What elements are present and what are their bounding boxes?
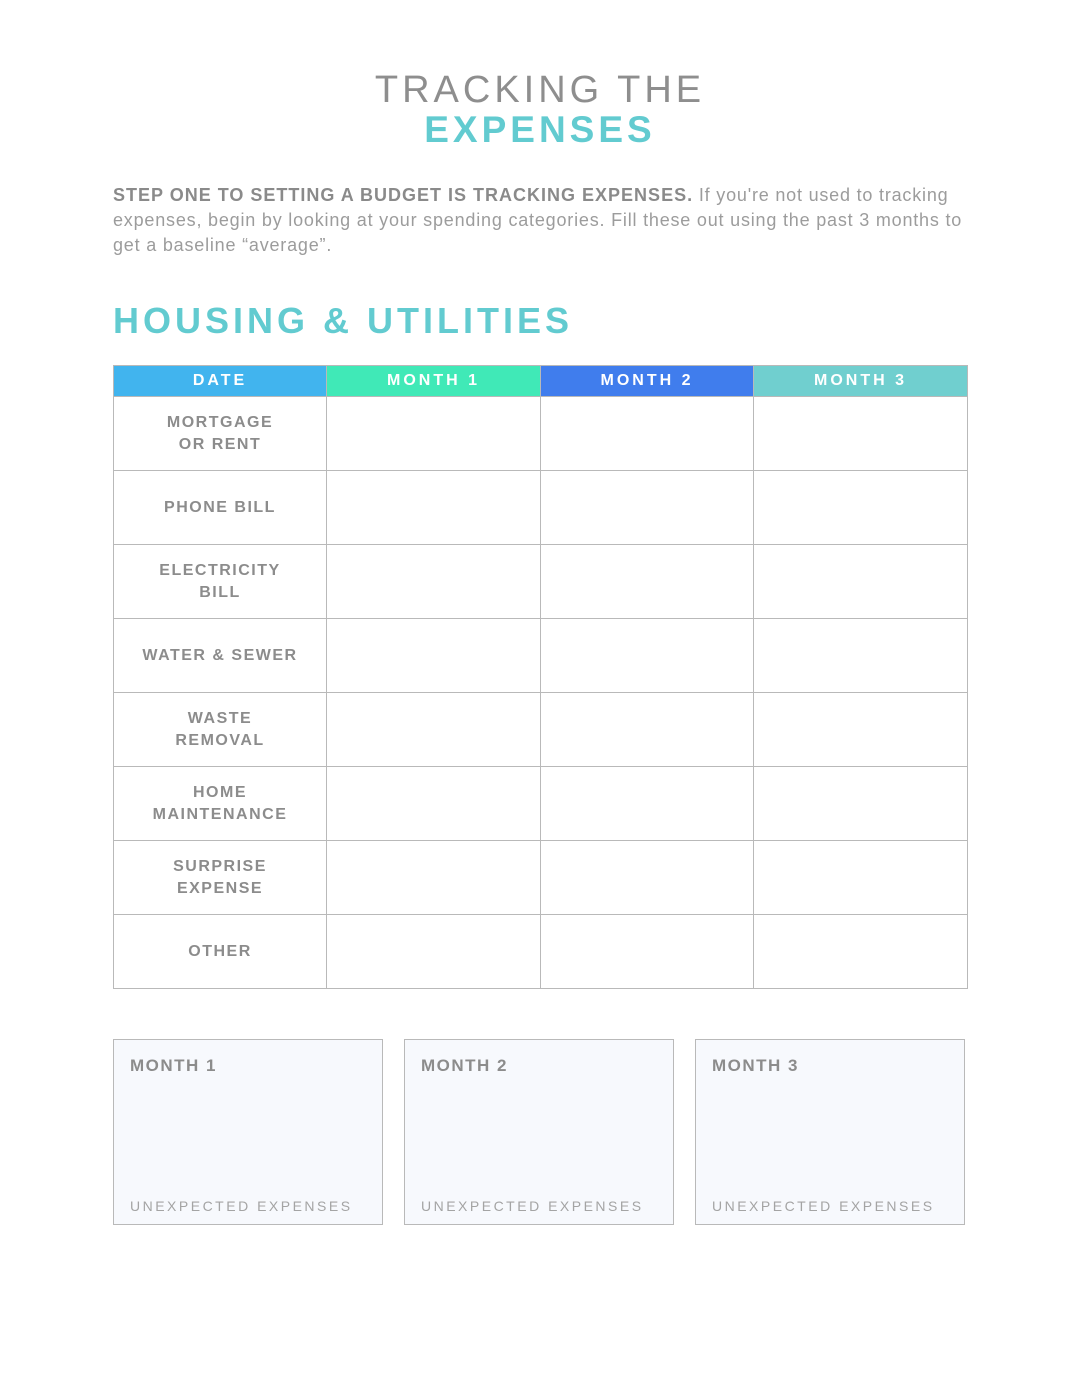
title-line-1: TRACKING THE — [374, 69, 706, 111]
row-label-line: HOME — [193, 783, 247, 801]
row-label-line: BILL — [199, 583, 241, 601]
summary-box-footer: UNEXPECTED EXPENSES — [130, 1198, 353, 1214]
row-label-line: ELECTRICITY — [159, 561, 281, 579]
entry-cell-month-2[interactable] — [541, 619, 754, 693]
entry-cell-month-3[interactable] — [754, 767, 968, 841]
summary-box-month-2[interactable] — [404, 1039, 674, 1225]
page-title — [0, 70, 1080, 150]
row-label-line: WATER & SEWER — [142, 646, 298, 664]
table-row — [114, 915, 968, 989]
row-label-line: WASTE — [187, 709, 253, 727]
entry-cell-month-3[interactable] — [754, 471, 968, 545]
row-label — [114, 619, 327, 693]
row-label — [114, 915, 327, 989]
entry-cell-month-2[interactable] — [541, 471, 754, 545]
entry-cell-month-2[interactable] — [541, 841, 754, 915]
title-line-2: EXPENSES — [424, 109, 656, 150]
entry-cell-month-2[interactable] — [541, 693, 754, 767]
entry-cell-month-2[interactable] — [541, 397, 754, 471]
table-row — [114, 619, 968, 693]
table-row — [114, 693, 968, 767]
entry-cell-month-1[interactable] — [327, 767, 541, 841]
col-header-date: DATE — [114, 366, 327, 397]
summary-box-title: MONTH 1 — [130, 1056, 217, 1075]
entry-cell-month-1[interactable] — [327, 915, 541, 989]
row-label-line: OR RENT — [178, 435, 262, 453]
entry-cell-month-1[interactable] — [327, 471, 541, 545]
intro-rest: If you're not used to tracking expenses, begin by looking at your spending categories. Fill these out using the past 3 months to get a baseline “average”. — [113, 185, 963, 255]
row-label — [114, 767, 327, 841]
intro-bold: STEP ONE TO SETTING A BUDGET IS TRACKING EXPENSES. — [113, 185, 694, 205]
entry-cell-month-3[interactable] — [754, 841, 968, 915]
summary-box-footer: UNEXPECTED EXPENSES — [421, 1198, 644, 1214]
entry-cell-month-1[interactable] — [327, 841, 541, 915]
summary-box-title: MONTH 3 — [712, 1056, 799, 1075]
row-label-line: REMOVAL — [175, 731, 265, 749]
row-label-line: MORTGAGE — [166, 413, 274, 431]
row-label — [114, 397, 327, 471]
row-label-line: MAINTENANCE — [152, 805, 288, 823]
entry-cell-month-2[interactable] — [541, 545, 754, 619]
summary-box-title: MONTH 2 — [421, 1056, 508, 1075]
summary-box-footer: UNEXPECTED EXPENSES — [712, 1198, 935, 1214]
expense-table — [113, 365, 968, 989]
row-label — [114, 545, 327, 619]
summary-boxes — [113, 1039, 967, 1227]
entry-cell-month-1[interactable] — [327, 397, 541, 471]
col-header-month-2: MONTH 2 — [541, 366, 754, 397]
table-header-row — [114, 366, 968, 397]
row-label — [114, 471, 327, 545]
row-label-line: OTHER — [188, 942, 252, 960]
section-title: HOUSING & UTILITIES — [113, 300, 574, 341]
entry-cell-month-3[interactable] — [754, 545, 968, 619]
row-label — [114, 841, 327, 915]
entry-cell-month-3[interactable] — [754, 397, 968, 471]
summary-box-month-3[interactable] — [695, 1039, 965, 1225]
entry-cell-month-3[interactable] — [754, 693, 968, 767]
col-header-month-1: MONTH 1 — [327, 366, 541, 397]
entry-cell-month-3[interactable] — [754, 915, 968, 989]
entry-cell-month-2[interactable] — [541, 767, 754, 841]
entry-cell-month-1[interactable] — [327, 545, 541, 619]
entry-cell-month-2[interactable] — [541, 915, 754, 989]
row-label-line: EXPENSE — [176, 879, 264, 897]
table-row — [114, 471, 968, 545]
summary-box-month-1[interactable] — [113, 1039, 383, 1225]
col-header-month-3: MONTH 3 — [754, 366, 968, 397]
table-row — [114, 397, 968, 471]
table-row — [114, 841, 968, 915]
entry-cell-month-3[interactable] — [754, 619, 968, 693]
entry-cell-month-1[interactable] — [327, 619, 541, 693]
row-label — [114, 693, 327, 767]
row-label-line: SURPRISE — [173, 857, 267, 875]
intro-paragraph — [113, 183, 973, 258]
table-row — [114, 545, 968, 619]
row-label-line: PHONE BILL — [164, 498, 276, 516]
table-row — [114, 767, 968, 841]
entry-cell-month-1[interactable] — [327, 693, 541, 767]
